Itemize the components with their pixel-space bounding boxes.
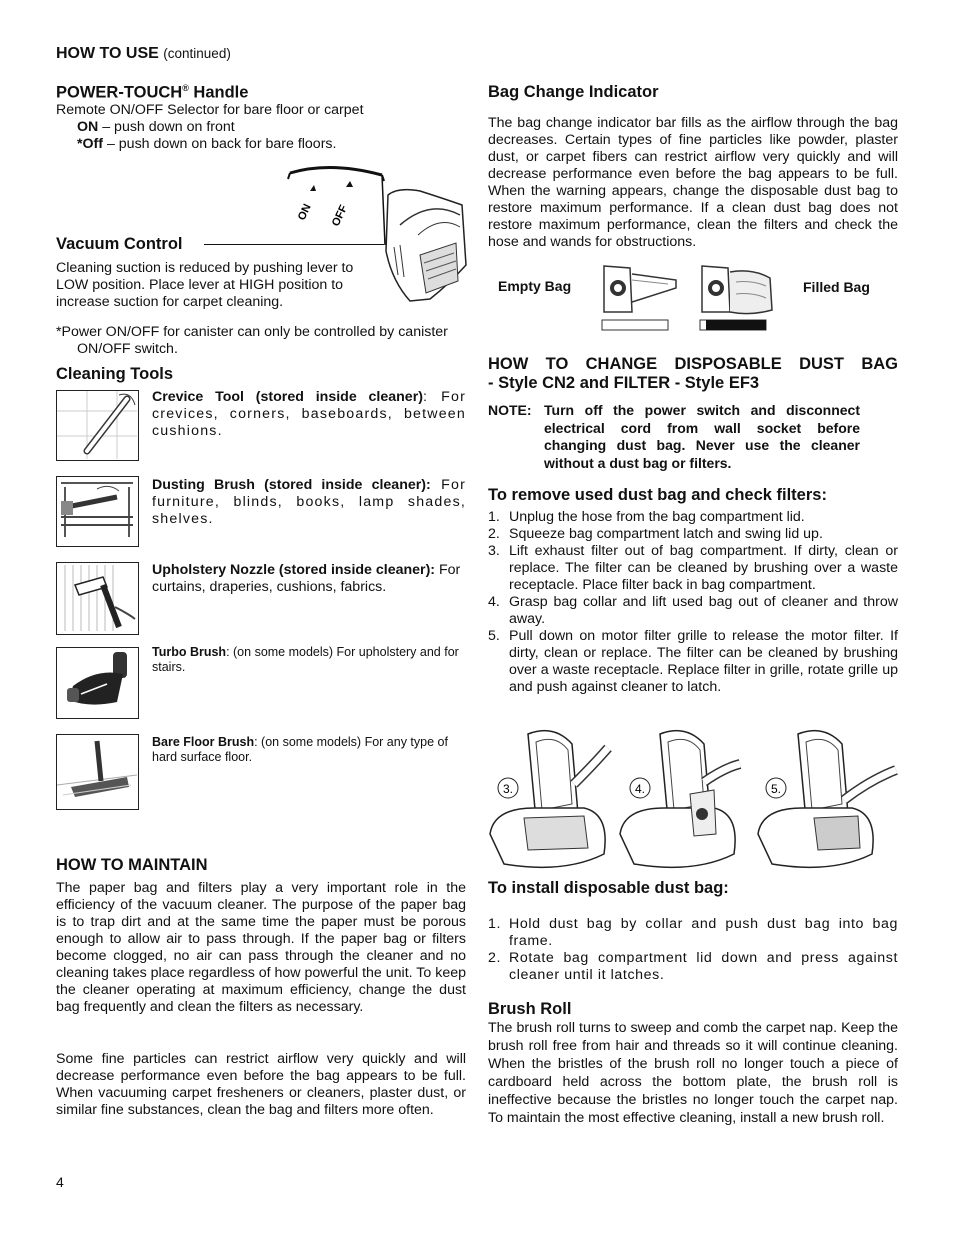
tool-bare-floor-desc: : (on some models) For any type of hard surface floor. [152,735,448,764]
tool-upholstery-desc: For curtains, draperies, cushions, fabrics. [152,562,461,595]
figure-step-3 [490,731,608,868]
tool-turbo-name: Turbo Brush [152,645,227,659]
power-touch-line1: Remote ON/OFF Selector for bare floor or carpet [56,102,364,118]
note-text: Turn off the power switch and disconnect electrical cord from wall socket before changing dust bag. Never use the cleaner without a dust bag or filters. [544,402,860,471]
empty-bag-label: Empty Bag [498,278,572,294]
upholstery-nozzle-image [56,562,139,635]
figure-label-5: 5. [771,782,782,796]
power-touch-on [56,119,416,136]
crevice-tool-icon [57,391,137,459]
vacuum-control-heading: Vacuum Control [56,235,183,253]
remove-step-text: Pull down on motor filter grille to release the motor filter. If dirty, clean or replace. The filter can be cleaned by brushing over a waste receptacle. Replace filter in grille, rotate grille up and push against cleaner to latch. [509,628,898,695]
change-bag-heading-2: - Style CN2 and FILTER - Style EF3 [488,374,760,392]
bare-floor-brush-icon [57,735,137,808]
turbo-brush-icon [57,648,137,717]
filled-bag-label: Filled Bag [803,279,870,295]
power-note-text: *Power ON/OFF for canister can only be controlled by canister ON/OFF switch. [56,324,448,357]
page-header [56,45,231,63]
filled-bag-indicator-fill [706,320,766,330]
power-note [56,324,468,358]
remove-steps-list [488,509,898,696]
page-header-continued: (continued) [163,46,231,61]
maintain-paragraph-2: Some fine particles can restrict airflow very quickly and will decrease performance even before the bag appears to be full. When vacuuming carpet fresheners or cleaners, plaster dust, or similar fine substances, clean the bag and filters more often. [56,1051,466,1118]
change-bag-heading-1: HOW TO CHANGE DISPOSABLE DUST BAG [488,355,898,373]
remove-step-text: Unplug the hose from the bag compartment lid. [509,509,805,525]
power-touch-off [56,136,416,153]
turbo-brush-image [56,647,139,719]
tool-dusting-brush [152,477,466,528]
install-steps-list [488,916,898,984]
tool-upholstery-name: Upholstery Nozzle (stored inside cleaner): [152,562,436,578]
bag-indicator-heading: Bag Change Indicator [488,83,659,101]
crevice-tool-image [56,390,139,461]
note-label: NOTE: [488,402,532,418]
off-label: *Off [77,136,104,152]
tool-dusting-name: Dusting Brush (stored inside cleaner): [152,477,431,493]
diagram-off-label: OFF [329,203,351,229]
filled-bag-icon [696,262,776,334]
on-label: ON [77,119,99,135]
remove-step-text: Lift exhaust filter out of bag compartment. If dirty, clean or replace. The filter can be cleaned by brushing over a waste receptacle. Place filter back in bag compartment. [509,543,898,593]
dusting-brush-image [56,476,139,547]
change-bag-note [488,402,860,472]
bag-change-figures [484,724,904,874]
tool-upholstery-nozzle [152,562,466,596]
tool-bare-floor-brush [152,735,466,765]
remove-step: 4. Grasp bag collar and lift used bag out of cleaner and throw away. [488,594,898,627]
upholstery-nozzle-icon [57,563,137,633]
tool-crevice [152,389,466,440]
power-touch-title: POWER-TOUCH [56,83,183,102]
figure-label-4: 4. [635,782,646,796]
install-step: 2. Rotate bag compartment lid down and press against cleaner until it latches. [488,950,898,983]
off-text: – push down on back for bare floors. [103,136,337,152]
power-touch-description [56,102,416,153]
remove-step: 3. Lift exhaust filter out of bag compartment. If dirty, clean or replace. The filter can be cleaned by brushing over a waste receptacle. Place filter back in bag compartment. [488,543,898,593]
registered-mark: ® [182,83,189,93]
figure-step-5 [758,731,896,868]
install-step-text: Hold dust bag by collar and push dust bag into bag frame. [509,916,898,949]
vacuum-control-leader-line [204,244,384,245]
empty-bag-icon [598,262,678,334]
maintain-paragraph-1: The paper bag and filters play a very important role in the efficiency of the vacuum cleaner. The purpose of the paper bag is to trap dirt and at the same time the paper must be porous enough to allow air to pass through. If the paper bag or filters become clogged, no air can pass through the cleaner and no cleaning takes place regardless of how powerful the unit. To keep the cleaner operating at maximum efficiency, change the dust bag frequently and clean the filters as necessary. [56,880,466,1015]
figure-label-3: 3. [503,782,514,796]
install-bag-heading: To install disposable dust bag: [488,879,729,897]
remove-step: 2. Squeeze bag compartment latch and swing lid up. [488,526,823,542]
remove-step-text: Squeeze bag compartment latch and swing lid up. [509,526,823,542]
power-touch-title-suffix: Handle [188,83,249,102]
tool-crevice-desc: : For crevices, corners, baseboards, between cushions. [152,389,466,439]
maintain-heading: HOW TO MAINTAIN [56,856,208,874]
diagram-on-label: ON [295,202,314,223]
brush-roll-text: The brush roll turns to sweep and comb the carpet nap. Keep the brush roll free from hair and threads so it will continue cleaning. When the bristles of the brush roll no longer touch a piece of cardboard held across the bottom plate, the brush roll is ineffective because the bristles no longer touch the carpet nap. To maintain the most effective cleaning, install a new brush roll. [488,1020,898,1126]
tool-bare-floor-name: Bare Floor Brush [152,735,255,749]
remove-step-text: Grasp bag collar and lift used bag out of cleaner and throw away. [509,594,898,627]
install-step-text: Rotate bag compartment lid down and press against cleaner until it latches. [509,950,898,983]
dusting-brush-icon [57,477,137,545]
remove-bag-heading: To remove used dust bag and check filters: [488,486,827,504]
cleaning-tools-heading: Cleaning Tools [56,365,174,383]
bare-floor-brush-image [56,734,139,810]
page-header-title: HOW TO USE [56,45,159,62]
tool-turbo-brush [152,645,466,675]
tool-turbo-desc: : (on some models) For upholstery and for stairs. [152,645,459,674]
remove-step: 1. Unplug the hose from the bag compartment lid. [488,509,805,525]
bag-indicator-text: The bag change indicator bar fills as the airflow through the bag decreases. Certain types of fine particles like powder, plaster dust, or carpet fibers can restrict airflow very quickly and will decrease performance even before the bag appears to be full. When the warning appears, change the disposable dust bag to restore maximum performance. If a clean dust bag does not restore maximum performance, clean the filters and check the hose and wands for obstructions. [488,115,898,250]
on-text: – push down on front [98,119,235,135]
figure-step-4 [620,731,740,868]
brush-roll-heading: Brush Roll [488,1000,572,1018]
install-step: 1. Hold dust bag by collar and push dust bag into bag frame. [488,916,898,949]
vacuum-control-text: Cleaning suction is reduced by pushing lever to LOW position. Place lever at HIGH position to increase suction for carpet cleaning. [56,260,354,310]
remove-step: 5. Pull down on motor filter grille to release the motor filter. If dirty, clean or replace. The filter can be cleaned by brushing over a waste receptacle. Replace filter in grille, rotate grille up and push against cleaner to latch. [488,628,898,695]
tool-crevice-name: Crevice Tool (stored inside cleaner) [152,389,423,405]
page-number: 4 [56,1174,64,1190]
power-touch-heading [56,83,248,103]
tool-dusting-desc: For furniture, blinds, books, lamp shades, shelves. [152,477,466,527]
